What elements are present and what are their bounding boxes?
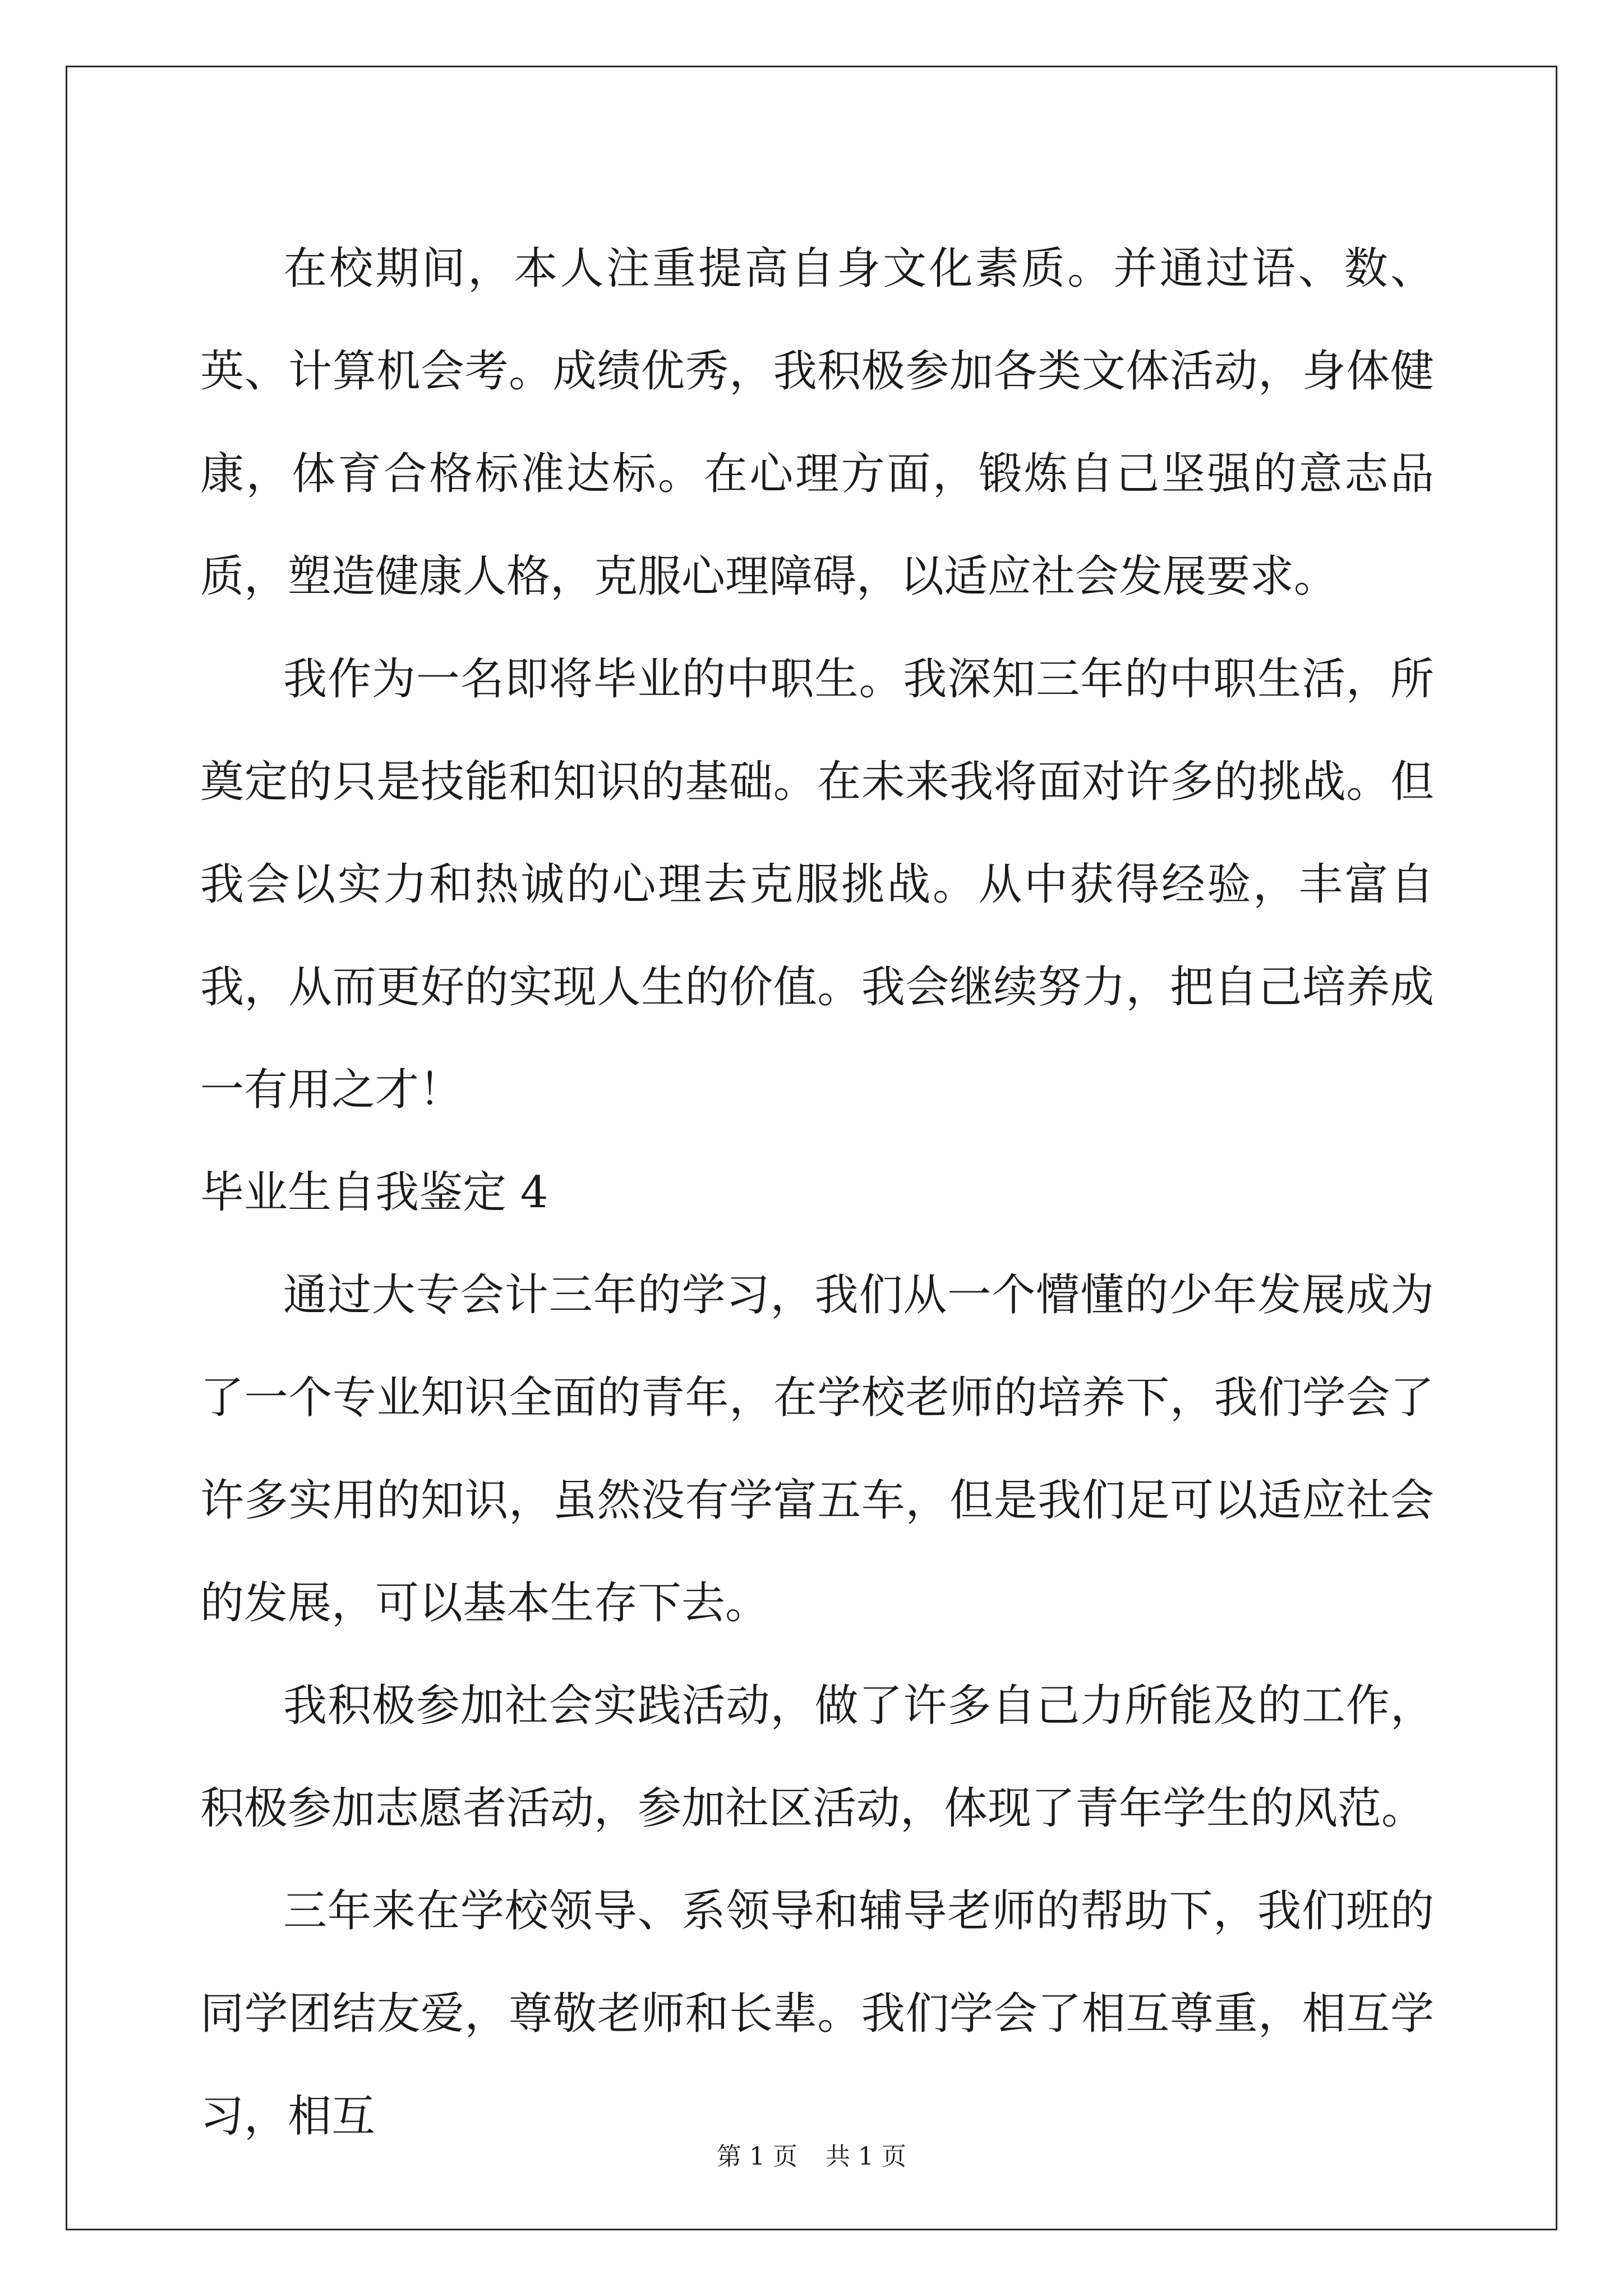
page-total: 共 1 页 [826, 2142, 906, 2171]
paragraph: 我作为一名即将毕业的中职生。我深知三年的中职生活，所奠定的只是技能和知识的基础。在未来我将面对许多的挑战。但我会以实力和热诚的心理去克服挑战。从中获得经验，丰富自我，从而更好的实现人生的价值。我会继续努力，把自己培养成一有用之才！ [200, 654, 1434, 1115]
document-body [200, 218, 1434, 2168]
paragraph: 我积极参加社会实践活动，做了许多自己力所能及的工作，积极参加志愿者活动，参加社区活动，体现了青年学生的风范。 [200, 1681, 1434, 1834]
page-number: 第 1 页 [717, 2142, 797, 2171]
page-footer [0, 2140, 1623, 2174]
paragraph: 通过大专会计三年的学习，我们从一个懵懂的少年发展成为了一个专业知识全面的青年，在学校老师的培养下，我们学会了许多实用的知识，虽然没有学富五车，但是我们足可以适应社会的发展，可以基本生存下去。 [200, 1270, 1434, 1628]
paragraph: 三年来在学校领导、系领导和辅导老师的帮助下，我们班的同学团结友爱，尊敬老师和长辈。我们学会了相互尊重，相互学习，相互 [200, 1886, 1434, 2142]
section-heading: 毕业生自我鉴定 4 [200, 1167, 548, 1218]
paragraph: 在校期间，本人注重提高自身文化素质。并通过语、数、英、计算机会考。成绩优秀，我积极参加各类文体活动，身体健康，体育合格标准达标。在心理方面，锻炼自己坚强的意志品质，塑造健康人格，克服心理障碍，以适应社会发展要求。 [200, 243, 1434, 602]
